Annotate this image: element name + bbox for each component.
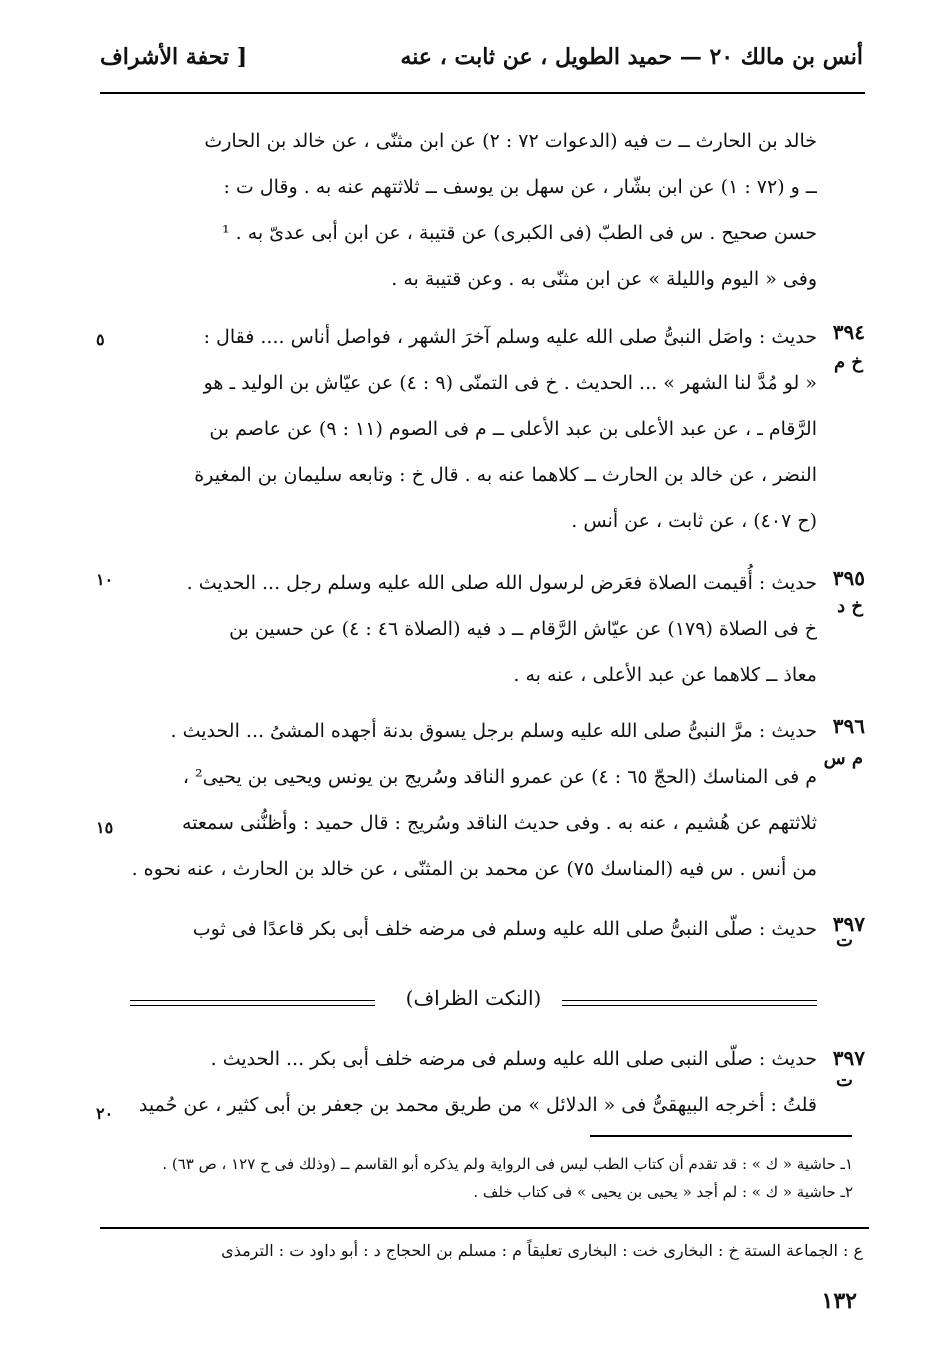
continuation-paragraph	[124, 118, 817, 302]
footnote: ١ـ حاشية « ك » : قد تقدم أن كتاب الطب ليس فى الرواية ولم يذكره أبو القاسم ــ (وذلك فى ح ١٢٧ ، ص ٦٣) .	[162, 1155, 853, 1173]
text-line: النضر ، عن خالد بن الحارث ــ كلاهما عنه به . قال خ : وتابعه سليمان بن المغيرة	[194, 464, 817, 486]
text-line: (ح ٤٠٧) ، عن ثابت ، عن أنس .	[571, 510, 817, 532]
page-number: ١٣٢	[821, 1288, 857, 1314]
text-line: حديث : أُقيمت الصلاة فعَرض لرسول الله صلى الله عليه وسلم رجل ... الحديث .	[186, 572, 817, 594]
nukat-heading	[130, 986, 817, 1016]
hadith-source-codes: خ م	[833, 352, 863, 373]
text-line: حديث : واصَل النبىُّ صلى الله عليه وسلم آخرَ الشهر ، فواصل أناس .... فقال :	[203, 326, 817, 348]
text-line: « لو مُدَّ لنا الشهر » ... الحديث . خ فى التمنّى (٩ : ٤) عن عيّاش بن الوليد ـ هو	[203, 372, 817, 394]
text-line: حديث : صلّى النبى صلى الله عليه وسلم فى مرضه خلف أبى بكر ... الحديث .	[210, 1048, 817, 1070]
header-book-title: [ تحفة الأشراف	[100, 44, 248, 70]
text-line: قلتُ : أخرجه البيهقىُّ فى « الدلائل » من طريق محمد بن جعفر بن أبى كثير ، عن حُميد	[138, 1094, 817, 1116]
footnotes	[90, 1150, 853, 1206]
line-marker: ١٥	[96, 818, 114, 837]
hadith-number: ٣٩٧	[832, 1046, 865, 1070]
text-line: حديث : مرَّ النبىُّ صلى الله عليه وسلم برجل يسوق بدنة أجهده المشىُ ... الحديث .	[170, 720, 817, 742]
nukat-entry	[124, 1036, 817, 1128]
header-rule	[100, 92, 865, 94]
hadith-number: ٣٩٥	[832, 566, 865, 590]
text-line: ــ و (٧٢ : ١) عن ابن بشّار ، عن سهل بن يوسف ــ ثلاثتهم عنه به . وقال ت :	[223, 176, 817, 198]
text-line: الرَّقام ـ ، عن عبد الأعلى بن عبد الأعلى ــ م فى الصوم (١١ : ٩) عن عاصم بن	[209, 418, 817, 440]
nukat-title: (النكت الظراف)	[405, 986, 542, 1010]
footnote-rule	[590, 1135, 852, 1137]
line-marker: ٥	[96, 330, 105, 349]
footnote: ٢ـ حاشية « ك » : لم أجد « يحيى بن يحيى » فى كتاب خلف .	[473, 1183, 853, 1201]
abbreviation-legend: ع : الجماعة الستة خ : البخارى خت : البخارى تعليقاً م : مسلم بن الحجاج د : أبو داود ت : الترمذى	[221, 1241, 863, 1260]
text-line: ثلاثتهم عن هُشيم ، عنه به . وفى حديث الناقد وسُريج : قال حميد : وأظنُّنى سمعته	[181, 812, 817, 834]
text-line: خ فى الصلاة (١٧٩) عن عيّاش الرَّقام ــ د فيه (الصلاة ٤٦ : ٤) عن حسين بن	[229, 618, 817, 640]
text-line: حسن صحيح . س فى الطبّ (فى الكبرى) عن قتيبة ، عن ابن أبى عدىّ به . ¹	[221, 222, 817, 244]
hadith-source-codes: ت	[836, 1070, 853, 1091]
legend-rule	[100, 1227, 869, 1229]
hadith-entry	[124, 314, 817, 544]
text-line: معاذ ــ كلاهما عن عبد الأعلى ، عنه به .	[513, 664, 817, 686]
hadith-entry	[124, 708, 817, 892]
text-line: خالد بن الحارث ــ ت فيه (الدعوات ٧٢ : ٢) عن ابن مثنّى ، عن خالد بن الحارث	[204, 130, 817, 152]
text-line: وفى « اليوم والليلة » عن ابن مثنّى به . وعن قتيبة به .	[391, 268, 817, 290]
text-line: من أنس . س فيه (المناسك ٧٥) عن محمد بن المثنّى ، عن خالد بن الحارث ، عنه نحوه .	[131, 858, 817, 880]
hadith-source-codes: خ د	[837, 596, 863, 617]
hadith-number: ٣٩٤	[832, 320, 865, 344]
line-marker: ١٠	[96, 570, 114, 589]
hadith-entry	[124, 560, 817, 698]
hadith-entry	[124, 906, 817, 952]
running-header	[100, 42, 863, 82]
hadith-number: ٣٩٧	[832, 912, 865, 936]
hadith-number: ٣٩٦	[832, 714, 865, 738]
header-chapter-title: أنس بن مالك ٢٠ — حميد الطويل ، عن ثابت ، عنه	[400, 44, 863, 70]
line-marker: ٢٠	[96, 1104, 114, 1123]
hadith-source-codes: م س	[823, 748, 863, 769]
text-line: م فى المناسك (الحجّ ٦٥ : ٤) عن عمرو الناقد وسُريج بن يونس ويحيى بن يحيى² ،	[182, 766, 817, 788]
text-line: حديث : صلّى النبىُّ صلى الله عليه وسلم فى مرضه خلف أبى بكر قاعدًا فى ثوب	[192, 918, 817, 940]
hadith-source-codes: ت	[836, 930, 853, 951]
